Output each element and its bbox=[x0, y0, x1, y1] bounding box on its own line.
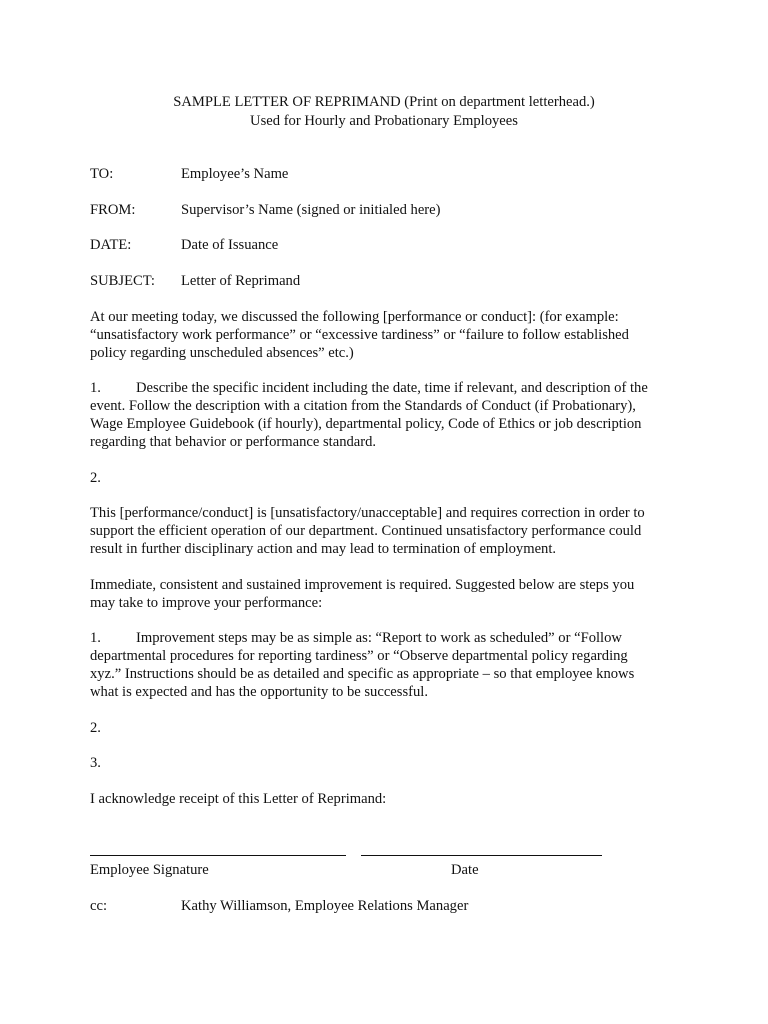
acknowledge-statement: I acknowledge receipt of this Letter of Reprimand: bbox=[90, 791, 387, 807]
letter-title: SAMPLE LETTER OF REPRIMAND (Print on department letterhead.) bbox=[173, 94, 595, 110]
to-value: Employee’s Name bbox=[181, 166, 289, 182]
subject-value: Letter of Reprimand bbox=[181, 273, 301, 289]
step-1-number: 1. bbox=[90, 630, 101, 646]
consequence-line: support the efficient operation of our department. Continued unsatisfactory performance could bbox=[90, 523, 642, 539]
step-3-number: 3. bbox=[90, 755, 101, 771]
signature-date-label: Date bbox=[451, 862, 479, 878]
intro-line: “unsatisfactory work performance” or “excessive tardiness” or “failure to follow established bbox=[90, 327, 629, 343]
improvement-intro-line: may take to improve your performance: bbox=[90, 595, 323, 611]
consequence-line: This [performance/conduct] is [unsatisfactory/unacceptable] and requires correction in order to bbox=[90, 505, 645, 521]
improvement-intro-line: Immediate, consistent and sustained improvement is required. Suggested below are steps you bbox=[90, 577, 635, 593]
cc-label: cc: bbox=[90, 898, 108, 914]
step-2-number: 2. bbox=[90, 720, 101, 736]
step-1-text: xyz.” Instructions should be as detailed and specific as appropriate – so that employee knows bbox=[90, 666, 635, 682]
incident-1-number: 1. bbox=[90, 380, 101, 396]
letter-subtitle: Used for Hourly and Probationary Employees bbox=[250, 113, 518, 129]
employee-signature-line bbox=[90, 855, 346, 856]
date-signature-line bbox=[361, 855, 602, 856]
intro-line: At our meeting today, we discussed the following [performance or conduct]: (for example: bbox=[90, 309, 619, 325]
incident-1-text: event. Follow the description with a citation from the Standards of Conduct (if Probationary), bbox=[90, 398, 636, 414]
step-1-text: Improvement steps may be as simple as: “Report to work as scheduled” or “Follow bbox=[136, 630, 622, 646]
from-value: Supervisor’s Name (signed or initialed here) bbox=[181, 202, 441, 218]
incident-2-number: 2. bbox=[90, 470, 101, 486]
from-label: FROM: bbox=[90, 202, 136, 218]
date-label: DATE: bbox=[90, 237, 132, 253]
consequence-line: result in further disciplinary action and may lead to termination of employment. bbox=[90, 541, 557, 557]
incident-1-text: Wage Employee Guidebook (if hourly), departmental policy, Code of Ethics or job description bbox=[90, 416, 642, 432]
date-value: Date of Issuance bbox=[181, 237, 279, 253]
incident-1-text: Describe the specific incident including the date, time if relevant, and description of the bbox=[136, 380, 648, 396]
incident-1-text: regarding that behavior or performance standard. bbox=[90, 434, 377, 450]
step-1-text: what is expected and has the opportunity to be successful. bbox=[90, 684, 429, 700]
step-1-text: departmental procedures for reporting tardiness” or “Observe departmental policy regarding bbox=[90, 648, 628, 664]
cc-value: Kathy Williamson, Employee Relations Manager bbox=[181, 898, 469, 914]
subject-label: SUBJECT: bbox=[90, 273, 155, 289]
to-label: TO: bbox=[90, 166, 114, 182]
intro-line: policy regarding unscheduled absences” etc.) bbox=[90, 345, 354, 361]
employee-signature-label: Employee Signature bbox=[90, 862, 209, 878]
